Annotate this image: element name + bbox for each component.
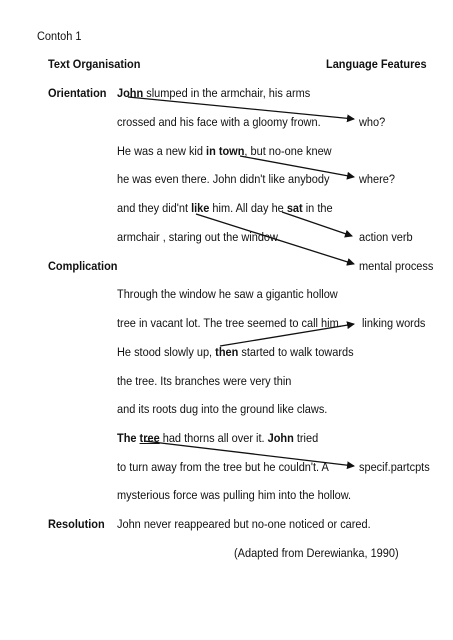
text-line: He was a new kid in town, but no-one knew	[117, 144, 332, 158]
text-line: and they did'nt like him. All day he sat in the	[117, 201, 333, 215]
column-header-text-organisation: Text Organisation	[48, 57, 141, 71]
document-title: Contoh 1	[37, 29, 82, 43]
feature-who: who?	[359, 115, 386, 129]
text-line: Through the window he saw a gigantic hollow	[117, 287, 338, 301]
text-line: The tree had thorns all over it. John tried	[117, 431, 319, 445]
feature-linking-words: linking words	[362, 316, 426, 330]
text-line: John never reappeared but no-one noticed or cared.	[117, 517, 371, 531]
feature-action-verb: action verb	[359, 230, 413, 244]
text-line: he was even there. John didn't like anybody	[117, 172, 330, 186]
feature-specif-partcpts: specif.partcpts	[359, 460, 430, 474]
section-label-resolution: Resolution	[48, 517, 105, 531]
section-label-orientation: Orientation	[48, 86, 107, 100]
text-line: mysterious force was pulling him into the hollow.	[117, 488, 352, 502]
column-header-language-features: Language Features	[326, 57, 427, 71]
text-line: crossed and his face with a gloomy frown.	[117, 115, 321, 129]
text-line: the tree. Its branches were very thin	[117, 374, 292, 388]
text-line: armchair , staring out the window.	[117, 230, 281, 244]
text-line: and its roots dug into the ground like claws.	[117, 402, 328, 416]
feature-mental-process: mental process	[359, 259, 434, 273]
text-line: John slumped in the armchair, his arms	[117, 86, 311, 100]
feature-where: where?	[359, 172, 395, 186]
source-citation: (Adapted from Derewianka, 1990)	[234, 546, 399, 560]
text-line: He stood slowly up, then started to walk towards	[117, 345, 354, 359]
text-line: tree in vacant lot. The tree seemed to call him.	[117, 316, 342, 330]
text-line: to turn away from the tree but he couldn't. A	[117, 460, 329, 474]
arrow-like-to-action-verb	[282, 212, 352, 236]
section-label-complication: Complication	[48, 259, 118, 273]
